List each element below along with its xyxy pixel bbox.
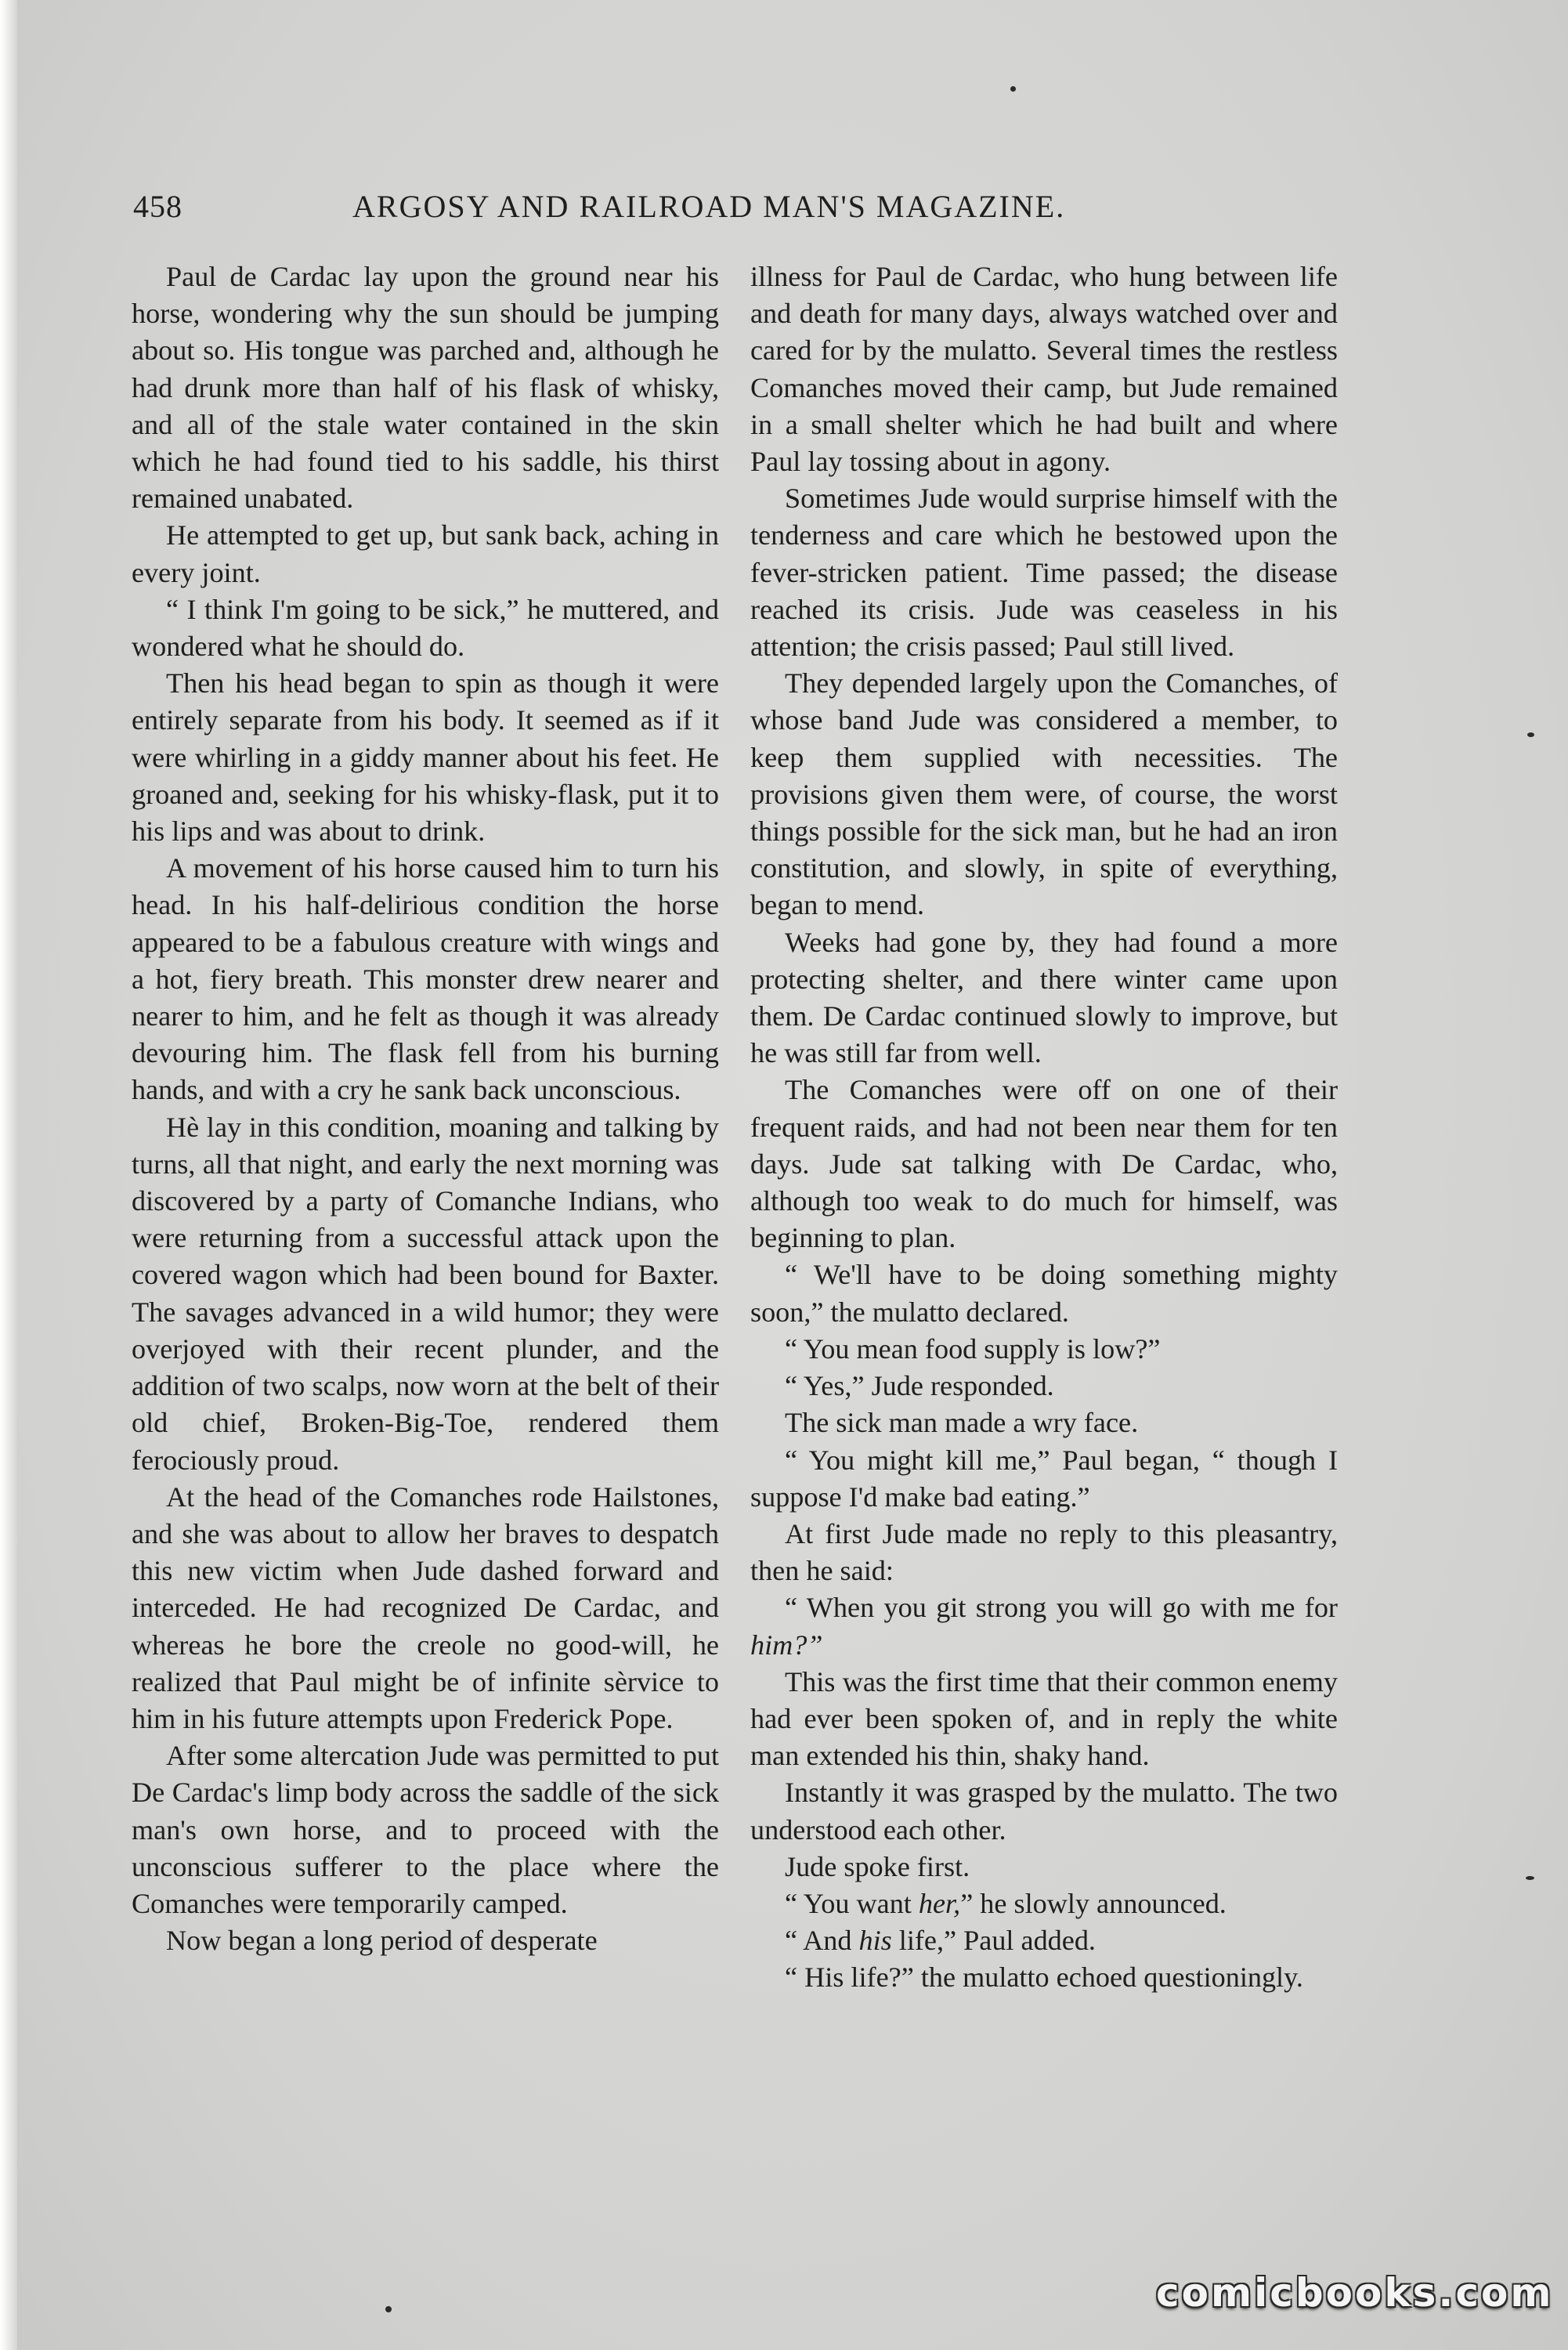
paragraph: The sick man made a wry face. [785,1407,1139,1439]
text-run: life,” Paul added. [891,1925,1096,1957]
paragraph: He attempted to get up, but sank back, aching in every joint. [132,519,719,588]
paragraph: The Comanches were off on one of their frequent raids, and had not been near them for ten days. Jude sat talking with De Cardac, who, although too weak to do much for himself, was beginning to plan. [750,1074,1338,1254]
text-run: “ When you git strong you will go with me for [785,1592,1338,1624]
paragraph: At first Jude made no reply to this pleasantry, then he said: [750,1517,1338,1587]
italic-text: her, [918,1887,961,1919]
paragraph: This was the first time that their common enemy had ever been spoken of, and in reply the white man extended his thin, shaky hand. [750,1665,1338,1772]
right-column [750,258,1338,1997]
paragraph: Now began a long period of desperate [166,1925,598,1957]
paragraph: Then his head began to spin as though it were entirely separate from his body. It seemed as if it were whirling in a giddy manner about his feet. He groaned and, seeking for his whisky-flask, put it to his lips and was about to drink. [132,667,719,848]
paragraph: “ You might kill me,” Paul began, “ though I suppose I'd make bad eating.” [750,1444,1338,1513]
text-run: “ You want [785,1887,919,1919]
italic-text: him?” [750,1629,823,1661]
paragraph: Sometimes Jude would surprise himself with the tenderness and care which he bestowed upon the fever-stricken patient. Time passed; the disease reached its crisis. Jude was ceaseless in his attention; the crisis passed; Paul still lived. [750,483,1338,663]
paragraph: Paul de Cardac lay upon the ground near his horse, wondering why the sun should be jumping about so. His tongue was parched and, although he had drunk more than half of his flask of whisky, and all of the stale water contained in the skin which he had found tied to his saddle, his thirst remained unabated. [132,261,719,515]
ink-speck [1527,732,1534,737]
paragraph [750,1922,1338,1959]
paragraph: They depended largely upon the Comanches, of whose band Jude was considered a member, to keep them supplied with necessities. The provisions given them were, of course, the worst things possible for the sick man, but he had an iron constitution, and slowly, in spite of everything, began to mend. [750,667,1338,921]
ink-speck [1526,1876,1534,1880]
paragraph [750,1589,1338,1663]
text-run: “ And [785,1925,859,1957]
paragraph: “ His life?” the mulatto echoed questioningly. [785,1961,1303,1994]
page-header [133,188,1339,235]
paragraph: After some altercation Jude was permitted to put De Cardac's limp body across the saddle of the sick man's own horse, and to proceed with the unconscious sufferer to the place where the Comanches were temporarily camped. [132,1740,719,1919]
paragraph: “ We'll have to be doing something mighty soon,” the mulatto declared. [750,1259,1338,1328]
paragraph: “ Yes,” Jude responded. [785,1370,1054,1402]
page-number: 458 [133,189,182,224]
paragraph: Instantly it was grasped by the mulatto. The two understood each other. [750,1777,1338,1846]
paragraph: Weeks had gone by, they had found a more protecting shelter, and there winter came upon them. De Cardac continued slowly to improve, but he was still far from well. [750,926,1338,1069]
italic-text: his [858,1925,892,1957]
paragraph: “ You mean food supply is low?” [785,1332,1161,1365]
text-run: ” he slowly announced. [960,1887,1227,1919]
paragraph: “ I think I'm going to be sick,” he muttered, and wondered what he should do. [132,593,719,663]
paragraph: Hè lay in this condition, moaning and talking by turns, all that night, and early the next morning was discovered by a party of Comanche Indians, who were returning from a successful attack upon the covered wagon which had been bound for Baxter. The savages advanced in a wild humor; they were overjoyed with their recent plunder, and the addition of two scalps, now worn at the belt of their old chief, Broken-Big-Toe, rendered them ferociously proud. [132,1111,719,1476]
paragraph: At the head of the Comanches rode Hailstones, and she was about to allow her braves to despatch this new victim when Jude dashed forward and interceded. He had recognized De Cardac, and whereas he bore the creole no good-will, he realized that Paul might be of infinite sèrvice to him in his future attempts upon Frederick Pope. [132,1480,719,1734]
paragraph: Jude spoke first. [785,1850,970,1882]
page-edge [0,0,17,2350]
ink-speck [385,2306,392,2312]
paragraph: illness for Paul de Cardac, who hung between life and death for many days, always watched over and cared for by the mulatto. Several times the restless Comanches moved their camp, but Jude remained in a small shelter which he had built and where Paul lay tossing about in agony. [750,261,1338,478]
paragraph [750,1885,1338,1922]
ink-speck [1010,86,1016,92]
site-watermark: comicbooks.com [1156,2270,1554,2316]
running-head: ARGOSY AND RAILROAD MAN'S MAGAZINE. [352,189,1066,224]
paragraph: A movement of his horse caused him to turn his head. In his half-delirious condition the horse appeared to be a fabulous creature with wings and a hot, fiery breath. This monster drew nearer and nearer to him, and he felt as though it was already devouring him. The flask fell from his burning hands, and with a cry he sank back unconscious. [132,852,719,1106]
left-column [132,258,719,1959]
